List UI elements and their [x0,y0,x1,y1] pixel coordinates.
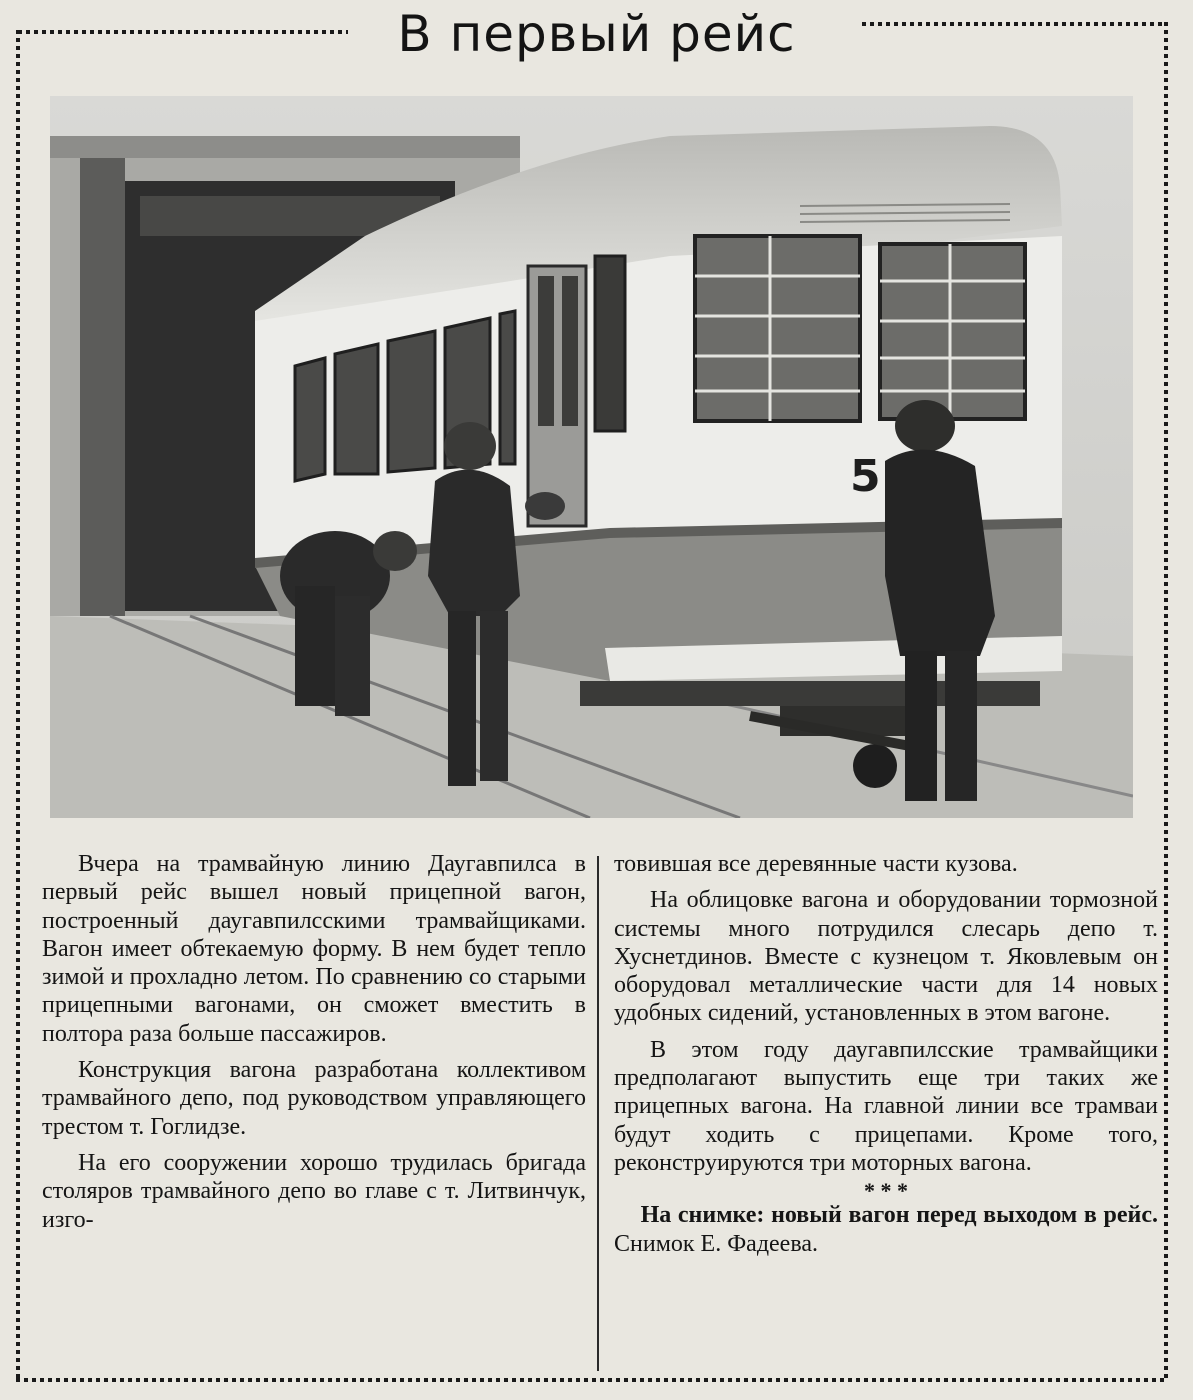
paragraph: На облицовке вагона и оборудовании тормозной системы много потрудился слесарь депо т. Хуснетдинов. Вместе с кузнецом т. Яковлевым он оборудовал металлические части для 14 новых удобных сидений, установленных в этом вагоне. [614,887,1158,1027]
caption-bold: На снимке: новый вагон перед выходом в рейс. [640,1202,1159,1229]
photo-caption [614,1201,1158,1258]
bottom-border [16,1378,1168,1382]
separator-asterisks: * * * [864,1178,908,1204]
paragraph-continuation: товившая все деревянные части кузова. [614,851,1018,877]
left-border [16,30,20,1380]
headline: В первый рейс [0,0,1193,68]
photo-new-tram-car [50,96,1133,818]
paragraph: Конструкция вагона разработана коллективом трамвайного депо, под руководством управляющего трестом т. Гоглидзе. [42,1057,586,1140]
right-border [1164,22,1168,1380]
paragraph: Вчера на трамвайную линию Даугавпилса в первый рейс вышел новый прицепной вагон, построенный даугавпилсскими трамвайщиками. Вагон имеет обтекаемую форму. В нем будет тепло зимой и прохладно летом. По сравнению со старыми прицепными вагонами, он сможет вместить в полтора раза больше пассажиров. [42,851,586,1047]
car-number: 5 [850,451,881,502]
article-column-right [614,850,1158,1258]
paragraph: В этом году даугавпилсские трамвайщики предполагают выпустить еще три таких же прицепных вагона. На главной линии все трамваи будут ходить с прицепами. Кроме того, реконструируются три моторных вагона. [614,1036,1158,1176]
paragraph: На его сооружении хорошо трудилась бригада столяров трамвайного депо во главе с т. Литвинчук, изго- [42,1149,586,1233]
article-column-left [42,850,586,1234]
photo-credit: Снимок Е. Фадеева. [614,1230,818,1257]
column-divider [597,856,599,1371]
